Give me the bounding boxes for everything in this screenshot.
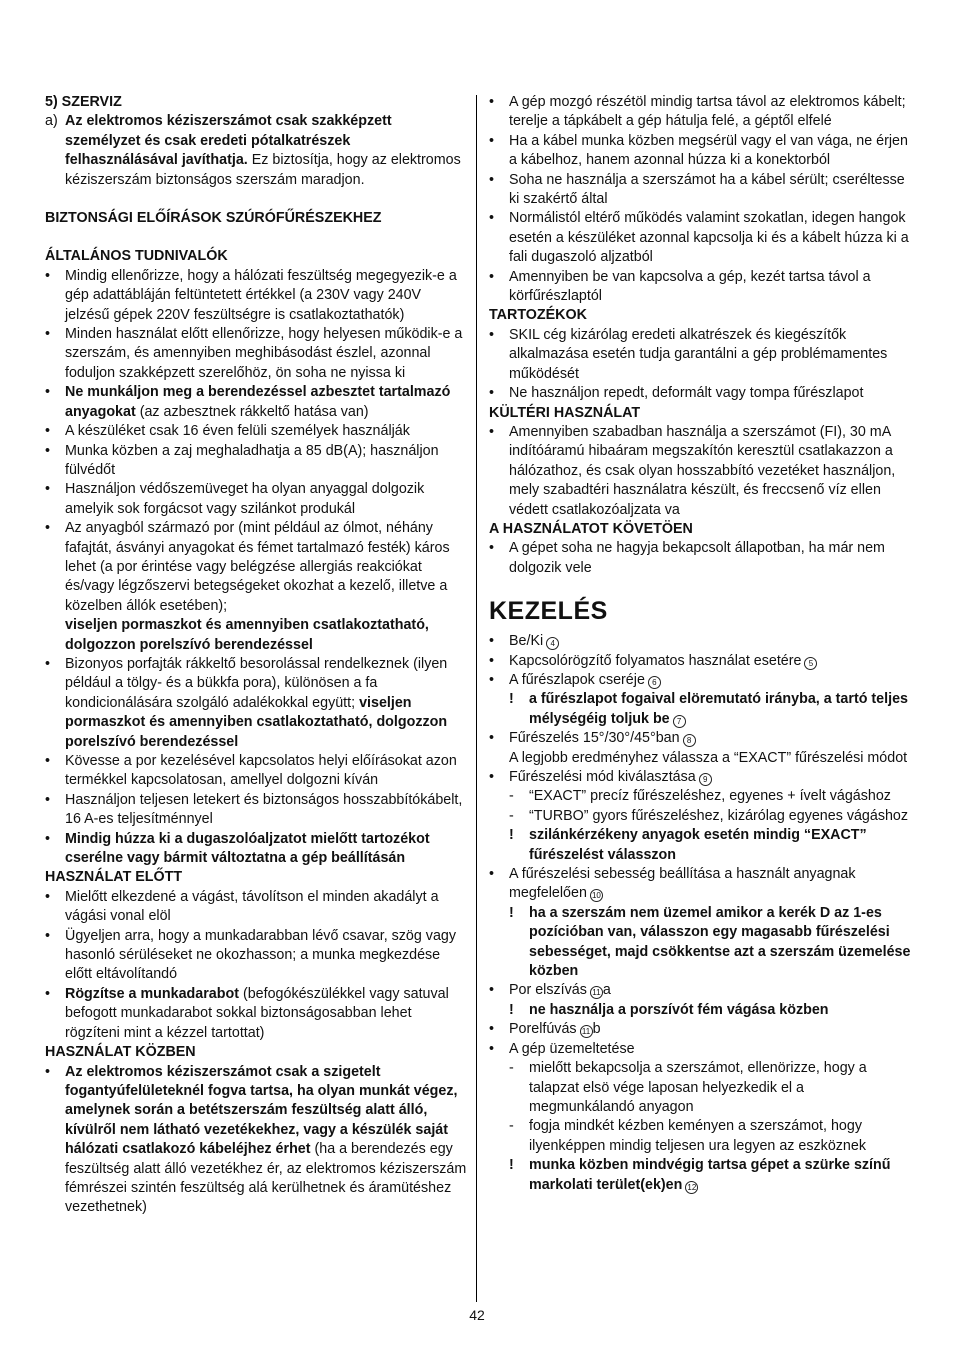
section-title-during-use: HASZNÁLAT KÖZBEN (45, 1044, 196, 1061)
bullet: • (45, 520, 51, 537)
section-title-accessories: TARTOZÉKOK (489, 307, 587, 324)
figure-suffix: a (602, 982, 611, 999)
bullet: • (45, 791, 51, 808)
item-text: (befogókészülékkel vagy satuval befogott munkadarabot sokkal biztonságosabban lehet rögzíteni mint a kézzel tartottat) (65, 985, 449, 1041)
bold-text: viseljen pormaszkot és amennyiben csatlakoztatható, dolgozzon porelszívó berendezéssel (65, 694, 448, 750)
bullet: • (489, 1021, 495, 1038)
item-text: Használjon védőszemüveget ha olyan anyaggal dolgozik amelyik sok forgácsot vagy szilánkot produkál (65, 481, 425, 517)
bullet: • (45, 442, 51, 459)
figure-ref-6: 6 (648, 676, 661, 689)
bullet: • (45, 1063, 51, 1080)
list-item (489, 423, 913, 520)
list-item (45, 519, 467, 655)
item-text: (az azbesztnek rákkeltő hatása van) (135, 403, 369, 420)
item-text: Normálistól eltérő működés valamint szokatlan, idegen hangok esetén a készüléket azonnal kapcsolja ki és a kábelt húzza ki a fali dugaszoló aljzatból (509, 210, 909, 266)
warning-item (489, 826, 913, 865)
dash: - (509, 1060, 514, 1077)
bullet: • (489, 268, 495, 285)
list-item (45, 383, 467, 422)
bullet: • (45, 384, 51, 401)
list-item (45, 888, 467, 927)
sub-text: “EXACT” precíz fűrészeléshez, egyenes + ívelt vágáshoz (529, 788, 891, 805)
list-item (489, 632, 913, 651)
figure-ref-9: 9 (699, 773, 712, 786)
list-item (489, 326, 913, 384)
dash: - (509, 788, 514, 805)
list-item (45, 1063, 467, 1218)
bullet: • (45, 423, 51, 440)
body-text: Ez biztosítja, hogy az elektromos kéziszerszám biztonságos szerszám maradjon. (65, 152, 461, 188)
item-text: Ne használjon repedt, deformált vagy tompa fűrészlapot (509, 385, 864, 402)
item-text: (ha a berendezés egy feszültség alatt álló vezetékhez ér, az elektromos kéziszerszám fémrészei szintén feszültség alá kerülhetnek és áramütéshez vezethetnek) (65, 1141, 467, 1216)
page-number: 42 (469, 1307, 485, 1323)
item-text: Ha a kábel munka közben megsérül vagy el van vága, ne érjen a kábelhoz, hanem azonnal húzza ki a konektorból (509, 132, 908, 169)
bullet: • (45, 985, 51, 1002)
bullet: • (489, 385, 495, 402)
item-text: SKIL cég kizárólag eredeti alkatrészek és kiegészítők alkalmazása esetén tudja garantálni a gép problémamentes működését (509, 326, 888, 382)
dash: - (509, 807, 514, 824)
item-text: Munka közben a zaj meghaladhatja a 85 dB(A); használjon fülvédőt (65, 442, 439, 478)
section-title-safety: BIZTONSÁGI ELŐÍRÁSOK SZÚRÓFŰRÉSZEKHEZ (45, 210, 382, 227)
list-item (489, 171, 913, 210)
section-title-kezeles: KEZELÉS (489, 597, 608, 626)
bullet: • (45, 481, 51, 498)
list-item (45, 752, 467, 791)
bullet: • (489, 326, 495, 343)
szerviz-item-a (45, 112, 467, 190)
item-text: Soha ne használja a szerszámot ha a kábel sérült; cseréltesse ki szakértő által (509, 171, 905, 208)
item-text: Az anyagból származó por (mint például az ólmot, néhány fafajtát, ásványi anyagokat és fémet tartalmazó festék) káros lehet (a por érintése vagy belégzése allergiás reakciókat és/vagy légzőszervi betegségeket okozhat a kezelő, illetve a közelben állók esetében); (65, 520, 450, 614)
item-text: Ügyeljen arra, hogy a munkadarabban lévő csavar, szög vagy hasonló sérüléseket ne okozhasson; a munka megkezdése előtt eltávolítandó (65, 927, 457, 983)
list-item (45, 422, 467, 441)
warning-mark: ! (509, 904, 514, 921)
dash: - (509, 1118, 514, 1135)
warning-item (489, 1001, 913, 1020)
bullet: • (45, 927, 51, 944)
list-item (489, 132, 913, 171)
list-item (489, 209, 913, 267)
bold-text: Ne munkáljon meg a berendezéssel azbesztet tartalmazó anyagokat (65, 384, 451, 420)
list-item (489, 671, 913, 690)
warning-text: munka közben mindvégig tartsa gépet a szürke színű markolati terület(ek)en (529, 1157, 891, 1193)
warning-text: szilánkérzékeny anyagok esetén mindig “EXACT” fűrészelést válasszon (529, 827, 867, 863)
list-item (489, 268, 913, 307)
sub-item (489, 807, 913, 826)
bullet: • (489, 423, 495, 440)
list-item (45, 927, 467, 985)
list-item (489, 1020, 913, 1039)
bullet: • (45, 753, 51, 769)
bullet: • (489, 866, 495, 883)
list-item (489, 1040, 913, 1059)
sub-item (489, 1117, 913, 1156)
bullet: • (489, 671, 495, 688)
list-item (45, 267, 467, 325)
figure-ref-12: 12 (685, 1181, 698, 1194)
list-item (45, 655, 467, 752)
warning-item (489, 690, 913, 729)
item-text: Használjon teljesen letekert és biztonságos hosszabbítókábelt, 16 A-es teljesítménnyel (65, 791, 463, 828)
item-text: Amennyiben be van kapcsolva a gép, kezét tartsa távol a körfűrészlaptól (509, 268, 871, 305)
list-item (45, 442, 467, 481)
bullet: • (489, 94, 495, 110)
item-note: A legjobb eredményhez válassza a “EXACT” fűrészelési módot (509, 749, 908, 766)
list-item (45, 830, 467, 869)
figure-ref-11: 11 (590, 986, 603, 999)
section-title-after-use: A HASZNÁLATOT KÖVETÖEN (489, 520, 693, 537)
list-marker: a) (45, 113, 58, 130)
bullet: • (45, 830, 51, 847)
right-column (489, 93, 913, 1195)
sub-text: fogja mindkét kézben keményen a szerszámot, hogy ilyenképpen mindig teljesen ura legyen az eszköznek (529, 1118, 866, 1154)
list-item (489, 384, 913, 403)
left-column (45, 93, 467, 1218)
warning-item (489, 1156, 913, 1195)
bullet: • (489, 652, 495, 669)
warning-mark: ! (509, 827, 514, 844)
warning-mark: ! (509, 1157, 514, 1174)
bullet: • (45, 267, 51, 284)
sub-item (489, 1059, 913, 1117)
figure-ref-5: 5 (804, 657, 817, 670)
item-text: Mielőtt elkezdené a vágást, távolítson el minden akadályt a vágási vonal elöl (65, 888, 439, 925)
bullet: • (489, 132, 495, 149)
item-text: A gép mozgó részétöl mindig tartsa távol az elektromos kábelt; terelje a tápkábelt a gép hátulja felé, a géptől elfelé (509, 94, 906, 130)
section-title-before-use: HASZNÁLAT ELŐTT (45, 869, 183, 886)
item-text: A gép üzemeltetése (509, 1040, 635, 1057)
item-text: A fűrészlapok cseréje (509, 671, 645, 688)
warning-text: ne használja a porszívót fém vágása közben (529, 1001, 829, 1018)
figure-ref-4: 4 (546, 637, 559, 650)
section-title-szerviz: 5) SZERVIZ (45, 94, 122, 110)
figure-ref-10: 10 (590, 889, 603, 902)
bullet: • (489, 210, 495, 227)
list-item (45, 325, 467, 383)
warning-text: ha a szerszám nem üzemel amikor a kerék D az 1-es pozícióban van, válasszon egy magasabb fűrészelési sebességet, majd csökkentse azt a szerszám üzemelése közben (529, 904, 911, 980)
sub-text: “TURBO” gyors fűrészeléshez, kizárólag egyenes vágáshoz (529, 807, 909, 824)
item-text: Mindig ellenőrizze, hogy a hálózati feszültség megegyezik-e a gép adattábláján feltüntetett értékkel (a 230V vagy 240V jelzésű gépek 220V feszültségre is csatlakoztathatók) (65, 267, 457, 323)
bold-text: Rögzítse a munkadarabot (65, 985, 239, 1002)
figure-ref-7: 7 (673, 715, 686, 728)
warning-item (489, 904, 913, 982)
bullet: • (489, 769, 495, 785)
bullet: • (489, 171, 495, 188)
list-item (489, 865, 913, 904)
warning-mark: ! (509, 1001, 514, 1018)
item-text: Be/Ki (509, 633, 544, 650)
item-text: A készüléket csak 16 éven felüli személyek használják (65, 423, 410, 440)
figure-ref-8: 8 (683, 734, 696, 747)
figure-ref-11: 11 (580, 1025, 593, 1038)
column-divider (476, 95, 477, 1302)
item-text: Kövesse a por kezelésével kapcsolatos helyi előírásokat azon termékkel kapcsolatosan, amellyel dolgozni kíván (65, 753, 457, 789)
item-text: Bizonyos porfajták rákkeltő besorolással rendelkeznek (ilyen például a tölgy- és a bükkfa pora), különösen a fa kondicionálására szolgáló adalékokkal együtt; (65, 655, 448, 711)
list-item (489, 93, 913, 132)
list-item (489, 981, 913, 1000)
warning-mark: ! (509, 691, 514, 708)
item-text: Kapcsolórögzítő folyamatos használat esetére (509, 652, 802, 669)
warning-text: a fűrészlapot fogaival elöremutató irányba, a tartó teljes mélységéig toljuk be (529, 691, 908, 727)
figure-suffix: b (592, 1021, 601, 1038)
bold-text: Az elektromos kéziszerszámot csak a szigetelt fogantyúfelületeknél fogva tartsa, ha olyan munkát végez, amelynek során a betétszerszám feszültség alatt álló, kívülről nem látható vezetékekhez, vagy a készülék saját hálózati csatlakozó kábeléjhez érhet (65, 1063, 458, 1158)
bullet: • (489, 1040, 495, 1057)
list-item (45, 985, 467, 1043)
bullet: • (489, 730, 495, 747)
bullet: • (45, 655, 51, 672)
list-item (489, 652, 913, 671)
bullet: • (489, 633, 495, 650)
list-item (489, 729, 913, 768)
bullet: • (45, 326, 51, 343)
section-title-general: ÁLTALÁNOS TUDNIVALÓK (45, 248, 228, 265)
list-item (45, 791, 467, 830)
item-text: Minden használat előtt ellenőrizze, hogy helyesen működik-e a szerszám, és amennyiben meghibásodást észlel, azonnal foduljon szakképzett szerelőhöz, ön soha ne nyissa ki (65, 326, 463, 381)
sub-item (489, 787, 913, 806)
item-text: A fűrészelési sebesség beállítása a használt anyagnak megfelelően (509, 866, 856, 902)
item-text: Fűrészelési mód kiválasztása (509, 769, 696, 785)
item-text: Por elszívás (509, 982, 587, 999)
bold-text: viseljen pormaszkot és amennyiben csatlakoztatható, dolgozzon porelszívó berendezéssel (65, 617, 429, 653)
sub-text: mielőtt bekapcsolja a szerszámot, ellenörizze, hogy a talapzat elsö vége laposan helyezkedik el a megmunkálandó anyagon (529, 1060, 867, 1115)
item-text: A gépet soha ne hagyja bekapcsolt állapotban, ha már nem dolgozik vele (509, 540, 885, 576)
item-text: Amennyiben szabadban használja a szerszámot (FI), 30 mA indítóáramú hibaáram megszakítón keresztül csatlakazzon a hálózathoz, és csak olyan hosszabbító vezetéket használjon, mely szabadtéri használatra készült, és freccsenő víz ellen védett csatlakozóaljzata va (509, 423, 896, 518)
bullet: • (489, 540, 495, 557)
bold-text: Az elektromos kéziszerszámot csak szakképzett személyzet és csak eredeti pótalkatrészek felhasználásával javíthatja. (65, 113, 392, 169)
list-item (489, 768, 913, 787)
section-title-outdoor: KÜLTÉRI HASZNÁLAT (489, 404, 641, 421)
list-item (489, 539, 913, 578)
bold-text: Mindig húzza ki a dugaszolóaljzatot mielőtt tartozékot cserélne vagy bármit változtatna a gép beállításán (65, 830, 430, 867)
item-text: Porelfúvás (509, 1021, 577, 1038)
list-item (45, 480, 467, 519)
bullet: • (489, 982, 495, 999)
bullet: • (45, 888, 51, 905)
item-text: Fűrészelés 15°/30°/45°ban (509, 730, 680, 747)
